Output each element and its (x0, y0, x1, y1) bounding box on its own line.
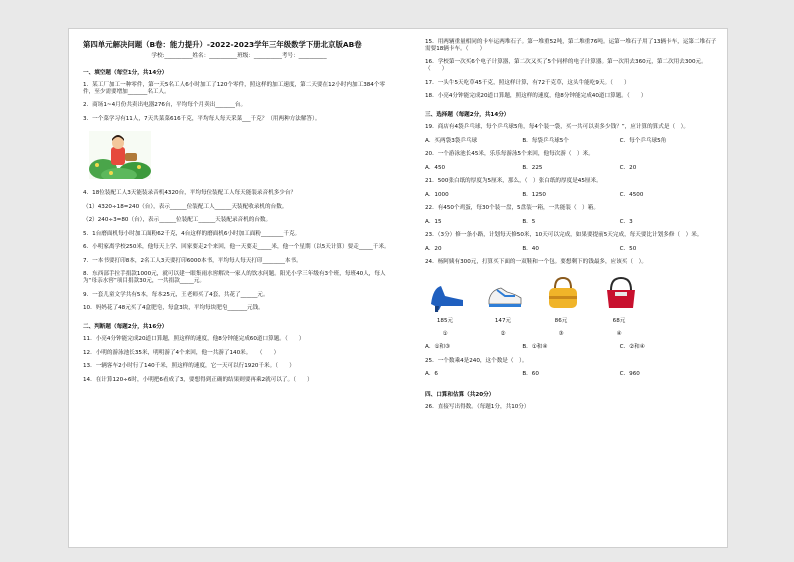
product-numbers (425, 331, 717, 338)
product-prices (425, 318, 717, 325)
question-16: 16．学校第一次买6个电子计算器，第二次又买了5个同样的电子计算器。第一次用去360元，第二次用去300元。（ ） (425, 59, 707, 73)
price-shoulder-bag: 68元 (612, 318, 626, 325)
option-c: C．20 (619, 164, 637, 171)
question-11: 11．小亮4分钟能完成20道口算题，照这样的速度，他8分钟能完成60道口算题。（ ） (83, 336, 305, 343)
option-b: B．5 (522, 218, 536, 225)
option-c: C．3 (619, 218, 633, 225)
question-26: 26．直接写出得数。（每题1分，共10分） (425, 404, 530, 411)
girl-picking-vegetables-illustration (89, 131, 151, 179)
question-4: 4．18位装配工人3天能装录音机4320台，平均每位装配工人每天能装录音机多少台？ (83, 190, 297, 197)
section-oral-heading: 四、口算和估算（共20分） (425, 392, 495, 399)
question-2: 2．商场1~4月份共卖出电器276台，平均每个月卖出_______台。 (83, 102, 247, 109)
option-b: B．每袋乒乓球5个 (522, 137, 569, 144)
question-12: 12．小明的游泳池长35米，明明游了4个来回，他一共游了140米。 （ ） (83, 349, 280, 356)
question-9: 9．一套儿童文学共有5本，每本25元，王老师买了4套，共花了______元。 (83, 291, 269, 298)
question-24: 24．杨阿姨有300元，打算买下面的一双鞋和一个包。要想剩下的钱最多，应该买（ ）。 (425, 259, 647, 266)
question-5: 5．1台磨面机每小时加工面粉62千克，4台这样的磨面机6小时加工面粉________千克。 (83, 230, 301, 237)
option-a: A．15 (425, 218, 442, 225)
product-number: ④ (616, 331, 622, 338)
question-18: 18．小亮4分钟能完成20道口算题，照这样的速度，他8分钟能完成40道口算题。（ ） (425, 93, 647, 100)
option-a: A．1000 (425, 191, 449, 198)
question-14: 14．在计算120÷6时，小明把6看成了3，要想得到正确的结果则要再乘2就可以了。（ ） (83, 376, 313, 383)
question-1: 1．某工厂加工一种零件，第一天5名工人6小时加工了120个零件，照这样的加工速度，第二天要在12小时内加工384个零件，至少需要增加_______名工人。 (83, 81, 386, 95)
question-21-options (425, 192, 717, 199)
question-17: 17．一头牛5天吃草45千克，照这样计算，有72千克草，这头牛能吃9天。（ ） (425, 79, 630, 86)
question-22: 22．有450个鸡蛋，每30个装一盘，5盘装一箱，一共能装（ ）箱。 (425, 205, 599, 212)
question-4-part-1: （1）4320÷18=240（台），表示______位装配工人______天装配收录机的台数。 (83, 203, 288, 210)
question-19-options (425, 138, 717, 145)
question-25-options (425, 371, 717, 378)
question-22-options (425, 219, 717, 226)
option-c: C．960 (619, 371, 640, 378)
question-23: 23．（3分）修一条小路，计划每天修50米，10天可以完成，如果要提前5天完成，每天要比计划多修（ ）米。 (425, 232, 703, 239)
question-15: 15．用两辆重量相同的卡车运两堆石子。第一堆重52吨，第二堆重76吨。运第一堆石子用了13辆卡车，运第二堆石子需要18辆卡车。（ ） (425, 39, 717, 52)
product-number: ② (500, 331, 506, 338)
question-24-options (425, 344, 717, 351)
section-judge-heading: 二、判断题（每题2分，共16分） (83, 324, 168, 331)
document-title: 第四单元解决问题（B卷：能力提升）-2022-2023学年三年级数学下册北京版AB卷 (83, 40, 362, 49)
question-20: 20．一个游泳池长45米，乐乐每游泳5个来回，他每次游（ ）米。 (425, 151, 594, 158)
red-shoulder-bag-icon (601, 274, 641, 314)
section-fill-heading: 一、填空题（每空1分，共14分） (83, 69, 168, 76)
option-a: A．450 (425, 164, 446, 171)
question-8: 8．东西部手拉手捐款1000元，就可以建一眼集雨水窖解决一家人的饮水问题。阳光小学三年级有3个班，每班40人，每人为“母亲水窖”项目捐款30元，一共捐款_____元。 (83, 271, 386, 285)
option-b: B．1250 (522, 191, 546, 198)
price-sneaker: 147元 (494, 318, 512, 325)
price-shoe: 185元 (436, 318, 454, 325)
option-a: A．20 (425, 245, 442, 252)
student-info-line: 学校:__________姓名：__________班级：__________考号：__________ (151, 52, 327, 59)
question-10: 10．妈妈花了48元买了4盒肥皂，每盒3块，平均每块肥皂_______元钱。 (83, 305, 264, 312)
option-c: C．4500 (619, 191, 644, 198)
question-23-options (425, 246, 717, 253)
question-7: 7．一本书要打印8本，2名工人3天要打印6000本书，平均每人每天打印________本书。 (83, 257, 302, 264)
right-column (425, 39, 717, 418)
question-19: 19．商店有4袋乒乓球，每个乒乓球5角，每4个装一袋，买一共可以卖多少钱？”，应计算的算式是（ ）。 (425, 124, 690, 131)
section-choice-heading: 三、选择题（每题2分，共14分） (425, 112, 510, 119)
question-3: 3．一个菜学习有11人，7天共菜菜616千克，平均每人每天采菜___千克？（用两种方法解答）。 (83, 115, 321, 122)
product-number: ③ (558, 331, 564, 338)
question-13: 13．一辆客车2小时行了140千米，照这样的速度，它一天可以行1920千米。（ ） (83, 363, 295, 370)
option-a: A．6 (425, 371, 438, 378)
left-column (83, 39, 395, 390)
question-6: 6．小明家离学校250米，他每天上学、回家要走2个来回，他一天要走_____米，他一个星期（以5天计算）要走_____千米。 (83, 244, 390, 251)
product-images (427, 274, 717, 314)
question-21: 21．500张白纸的厚度为5厘米，那么，（ ）张白纸的厚度是45厘米。 (425, 178, 602, 185)
option-b: B．40 (522, 245, 539, 252)
worksheet-page (68, 28, 728, 548)
high-heel-shoe-icon (427, 274, 467, 314)
option-a: A．①和③ (425, 344, 451, 351)
sneaker-icon (485, 274, 525, 314)
yellow-handbag-icon (543, 274, 583, 314)
question-25: 25．一个数乘4是240，这个数是（ ）。 (425, 357, 528, 364)
option-c: C．②和④ (619, 344, 645, 351)
option-b: B．①和④ (522, 344, 548, 351)
option-a: A．买两袋3袋乒乓球 (425, 137, 478, 144)
option-c: C．50 (619, 245, 637, 252)
question-20-options (425, 165, 717, 172)
product-number: ① (442, 331, 448, 338)
question-4-part-2: （2）240÷3=80（台），表示______位装配工______天装配录音机的台数。 (83, 217, 272, 224)
option-c: C．每个乒乓球5角 (619, 137, 667, 144)
price-handbag: 86元 (554, 318, 568, 325)
option-b: B．60 (522, 371, 539, 378)
option-b: B．225 (522, 164, 543, 171)
